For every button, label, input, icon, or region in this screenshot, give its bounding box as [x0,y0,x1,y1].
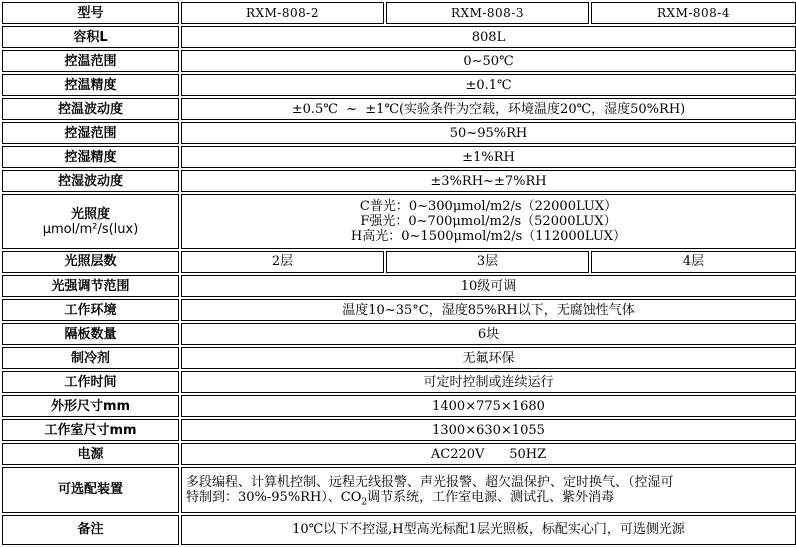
value-humidity-accuracy: ±1%RH [181,146,796,168]
row-work-time [2,371,796,393]
label-refrigerant: 制冷剂 [2,347,179,369]
label-outer-size: 外形尺寸mm [2,395,179,417]
value-temp-range: 0~50℃ [181,50,796,72]
label-environment: 工作环境 [2,299,179,321]
value-environment: 温度10~35°C，湿度85%RH以下，无腐蚀性气体 [181,299,796,321]
row-shelves [2,323,796,345]
value-temp-fluctuation: ±0.5℃ ~ ±1℃(实验条件为空载，环境温度20℃，湿度50%RH) [181,98,796,120]
row-model [2,2,796,24]
row-light-adjust [2,275,796,297]
row-temp-fluctuation [2,98,796,120]
label-illuminance-line1: 光照度 [70,206,110,222]
model-1: RXM-808-2 [181,2,384,24]
label-temp-accuracy: 控温精度 [2,74,179,96]
label-temp-fluctuation: 控温波动度 [2,98,179,120]
value-options [181,467,796,512]
row-volume [2,26,796,48]
value-light-layers-3: 4层 [591,251,796,273]
value-light-layers-1: 2层 [181,251,384,273]
value-temp-accuracy: ±0.1℃ [181,74,796,96]
options-line2 [186,489,791,508]
label-power: 电源 [2,443,179,465]
row-humidity-range [2,122,796,144]
label-chamber-size: 工作室尺寸mm [2,419,179,441]
value-power: AC220V 50HZ [181,443,796,465]
row-temp-range [2,50,796,72]
row-temp-accuracy [2,74,796,96]
options-line2-sub: 2 [361,497,368,508]
row-options [2,467,796,512]
row-environment [2,299,796,321]
value-refrigerant: 无氟环保 [181,347,796,369]
value-humidity-range: 50~95%RH [181,122,796,144]
row-illuminance [2,194,796,249]
illuminance-line-h: H高光：0~1500μmol/m2/s（112000LUX） [350,229,627,245]
label-model: 型号 [2,2,179,24]
label-humidity-range: 控湿范围 [2,122,179,144]
label-illuminance-line2: μmol/m²/s(lux) [42,221,139,237]
label-humidity-accuracy: 控湿精度 [2,146,179,168]
label-light-adjust: 光强调节范围 [2,275,179,297]
label-light-layers: 光照层数 [2,251,179,273]
value-light-layers-2: 3层 [386,251,589,273]
options-line2-post: 调节系统，工作室电源、测试孔、紫外消毒 [367,489,615,505]
options-line1: 多段编程、计算机控制、远程无线报警、声光报警、超欠温保护、定时换气、（控湿可 [186,474,674,490]
row-humidity-accuracy [2,146,796,168]
value-outer-size: 1400×775×1680 [181,395,796,417]
label-humidity-fluctuation: 控湿波动度 [2,170,179,192]
options-line2-pre: 特制到：30%-95%RH）、CO [186,489,362,505]
label-options: 可选配装置 [2,467,179,512]
model-3: RXM-808-4 [591,2,796,24]
value-illuminance [181,194,796,249]
row-refrigerant [2,347,796,369]
label-work-time: 工作时间 [2,371,179,393]
value-humidity-fluctuation: ±3%RH~±7%RH [181,170,796,192]
row-remarks [2,515,796,545]
value-work-time: 可定时控制或连续运行 [181,371,796,393]
label-illuminance [2,194,179,249]
row-power [2,443,796,465]
row-humidity-fluctuation [2,170,796,192]
value-volume: 808L [181,26,796,48]
label-shelves: 隔板数量 [2,323,179,345]
label-remarks: 备注 [2,515,179,545]
value-chamber-size: 1300×630×1055 [181,419,796,441]
value-light-adjust: 10级可调 [181,275,796,297]
label-volume: 容积L [2,26,179,48]
row-chamber-size [2,419,796,441]
row-outer-size [2,395,796,417]
model-2: RXM-808-3 [386,2,589,24]
value-remarks: 10℃以下不控湿,H型高光标配1层光照板，标配实心门，可选侧光源 [181,515,796,545]
value-shelves: 6块 [181,323,796,345]
illuminance-line-f: F强光：0~700μmol/m2/s（52000LUX） [360,214,617,230]
illuminance-line-c: C普光：0~300μmol/m2/s（22000LUX） [359,199,618,215]
row-light-layers [2,251,796,273]
label-temp-range: 控温范围 [2,50,179,72]
